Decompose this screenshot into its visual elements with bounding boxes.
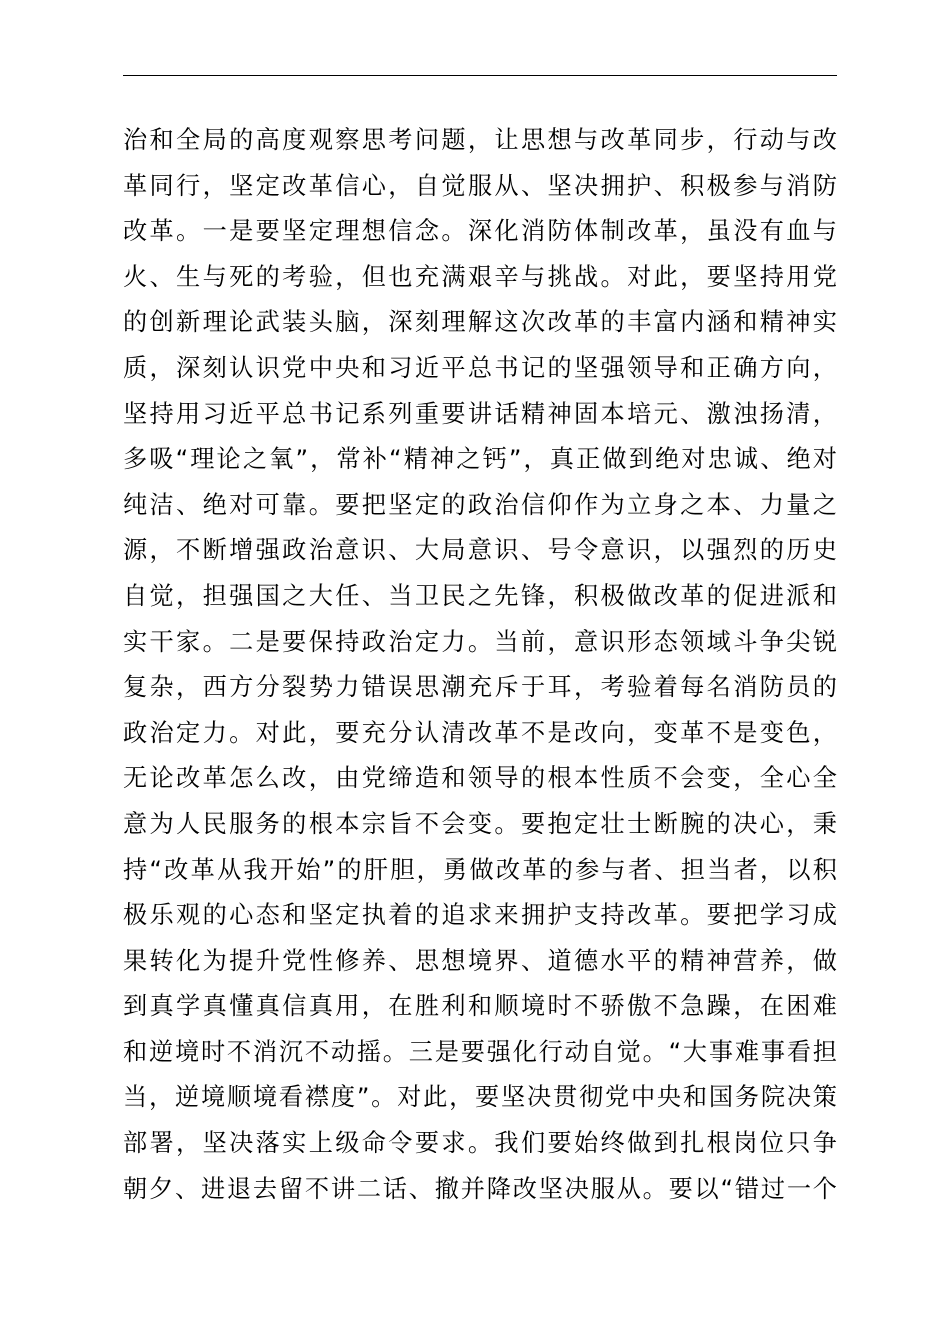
text-line: 当，逆境顺境看襟度”。对此，要坚决贯彻党中央和国务院决策 (123, 1083, 837, 1112)
text-line: 坚持用习近平总书记系列重要讲话精神固本培元、激浊扬清， (123, 399, 837, 428)
text-line: 和逆境时不消沉不动摇。三是要强化行动自觉。“大事难事看担 (123, 1037, 837, 1066)
header-rule (123, 75, 837, 76)
text-line: 多吸“理论之氧”，常补“精神之钙”，真正做到绝对忠诚、绝对 (123, 445, 837, 474)
text-line: 质，深刻认识党中央和习近平总书记的坚强领导和正确方向， (123, 353, 837, 382)
text-line: 的创新理论武装头脑，深刻理解这次改革的丰富内涵和精神实 (123, 308, 837, 337)
text-line: 果转化为提升党性修养、思想境界、道德水平的精神营养，做 (123, 946, 837, 975)
text-line: 无论改革怎么改，由党缔造和领导的根本性质不会变，全心全 (123, 764, 837, 793)
text-line: 自觉，担强国之大任、当卫民之先锋，积极做改革的促进派和 (123, 581, 837, 610)
text-line: 政治定力。对此，要充分认清改革不是改向，变革不是变色， (123, 718, 837, 747)
text-line: 朝夕、进退去留不讲二话、撤并降改坚决服从。要以“错过一个 (123, 1174, 837, 1203)
text-line: 纯洁、绝对可靠。要把坚定的政治信仰作为立身之本、力量之 (123, 490, 837, 519)
text-line: 到真学真懂真信真用，在胜利和顺境时不骄傲不急躁，在困难 (123, 992, 837, 1021)
text-line: 实干家。二是要保持政治定力。当前，意识形态领域斗争尖锐 (123, 627, 837, 656)
text-line: 治和全局的高度观察思考问题，让思想与改革同步，行动与改 (123, 126, 837, 154)
text-line: 复杂，西方分裂势力错误思潮充斥于耳，考验着每名消防员的 (123, 673, 837, 702)
text-line: 持“改革从我开始”的肝胆，勇做改革的参与者、担当者，以积 (123, 855, 837, 884)
text-line: 部署，坚决落实上级命令要求。我们要始终做到扎根岗位只争 (123, 1129, 837, 1158)
text-line: 源，不断增强政治意识、大局意识、号令意识，以强烈的历史 (123, 536, 837, 565)
text-line: 极乐观的心态和坚定执着的追求来拥护支持改革。要把学习成 (123, 901, 837, 930)
text-line: 意为人民服务的根本宗旨不会变。要抱定壮士断腕的决心，秉 (123, 809, 837, 838)
text-line: 火、生与死的考验，但也充满艰辛与挑战。对此，要坚持用党 (123, 262, 837, 291)
text-line: 革同行，坚定改革信心，自觉服从、坚决拥护、积极参与消防 (123, 171, 837, 200)
text-line: 改革。一是要坚定理想信念。深化消防体制改革，虽没有血与 (123, 217, 837, 246)
body-text (123, 118, 837, 1212)
